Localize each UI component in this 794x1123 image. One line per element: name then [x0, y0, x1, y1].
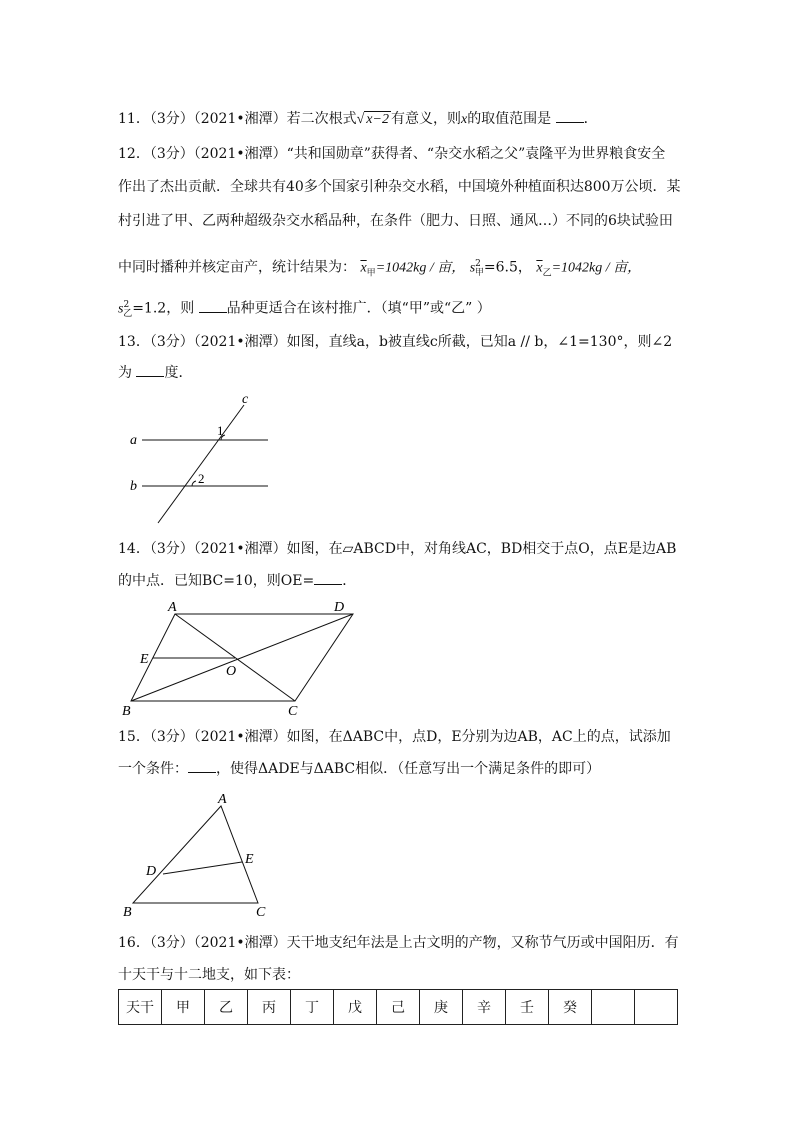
question-12-line3: 村引进了甲、乙两种超级杂交水稻品种，在条件（肥力、日照、通风…）不同的6块试验田: [118, 213, 673, 229]
question-12-line5: $s^2_乙=1.2$，则 品种更适合在该村推广．（填“甲”或“乙” ）: [118, 300, 491, 320]
label-c: c: [242, 393, 249, 407]
q13-line2-a: 为: [118, 365, 132, 381]
q14-line2-b: ．: [342, 573, 357, 589]
q14-line2-a: 的中点．已知BC=10，则OE=: [118, 573, 315, 589]
label-1: 1: [217, 423, 224, 438]
question-16-line2: 十天干与十二地支，如下表：: [118, 967, 300, 983]
q12-line4-text: 中同时播种并核定亩产，统计结果为：: [118, 259, 356, 276]
question-11: [118, 110, 678, 129]
s2-b-value: =1.2，则: [132, 300, 195, 317]
q11-suffix: 有意义，则: [390, 111, 461, 127]
label-A: A: [218, 792, 227, 807]
answer-blank: [136, 364, 164, 377]
label-D: D: [146, 864, 157, 879]
question-15-line1: 15．（3分）（2021•湘潭）如图，在ΔABC中，点D，E分别为边AB，AC上的点，试添加: [118, 729, 671, 745]
label-b: b: [130, 479, 137, 494]
angle-2-arc: [192, 481, 196, 486]
table-cell: 庚: [420, 990, 463, 1025]
table-cell: 天干: [119, 990, 162, 1025]
q11-var: x: [460, 112, 468, 127]
sqrt-expression: √ x−2: [356, 112, 389, 127]
s2-a-value: =6.5，: [483, 259, 532, 276]
table-cell: 壬: [506, 990, 549, 1025]
table-row: [119, 990, 678, 1025]
table-cell: 丁: [291, 990, 334, 1025]
table-cell: [635, 990, 678, 1025]
table-cell: 癸: [549, 990, 592, 1025]
answer-blank: [556, 110, 584, 123]
tiangan-table: [118, 989, 678, 1025]
answer-blank: [199, 300, 227, 313]
label-C: C: [288, 704, 298, 719]
label-B: B: [122, 704, 131, 719]
figure-parallelogram: [118, 598, 358, 720]
label-2: 2: [198, 471, 205, 486]
s2-b-sub: 乙: [123, 309, 133, 320]
label-B: B: [123, 905, 132, 920]
question-12-line4: 中同时播种并核定亩产，统计结果为： $\overline{x}_甲=1042kg$ / 亩， $s^2_甲=6.5$， $\overline{x}_乙=1042kg$ / 亩，: [118, 259, 642, 279]
question-14-line2: [118, 572, 678, 590]
q13-line2-b: 度．: [164, 365, 193, 381]
question-13-line2: [118, 364, 678, 382]
xbar-b-value: =1042kg / 亩，: [551, 260, 642, 276]
radicand: x−2: [366, 112, 389, 127]
q15-line2-b: ，使得ΔADE与ΔABC相似．（任意写出一个满足条件的即可）: [216, 761, 601, 777]
xbar-b: $\overline{x}$: [536, 260, 543, 276]
label-C: C: [256, 905, 266, 920]
figure-triangle: [118, 790, 278, 920]
label-E: E: [140, 652, 149, 667]
table-cell: 乙: [205, 990, 248, 1025]
table-cell: 戊: [334, 990, 377, 1025]
question-13-line1: 13．（3分）（2021•湘潭）如图，直线a，b被直线c所截，已知a // b，∠1=130°，则∠2: [118, 334, 673, 350]
xbar-a-value: =1042kg / 亩，: [375, 260, 466, 276]
line-c: [158, 405, 244, 523]
label-a: a: [130, 433, 137, 448]
question-12-line1: 12．（3分）（2021•湘潭）“共和国勋章”获得者、“杂交水稻之父”袁隆平为世界粮食安全: [118, 146, 666, 162]
answer-blank: [188, 760, 216, 773]
xbar-a-sub: 甲: [366, 268, 376, 279]
label-D: D: [334, 600, 345, 615]
question-16-line1: 16．（3分）（2021•湘潭）天干地支纪年法是上古文明的产物，又称节气历或中国阳历．有: [118, 935, 679, 951]
segment-de: [163, 862, 242, 874]
label-A: A: [168, 600, 177, 615]
q12-line5-rest: 品种更适合在该村推广．（填“甲”或“乙” ）: [226, 300, 491, 317]
question-12-line2: 作出了杰出贡献．全球共有40多个国家引种杂交水稻，中国境外种植面积达800万公顷．某: [118, 179, 681, 195]
table-cell: 甲: [162, 990, 205, 1025]
xbar-b-sub: 乙: [542, 268, 552, 279]
q11-end: ．: [583, 111, 598, 127]
table-cell: [592, 990, 635, 1025]
question-14-line1: 14．（3分）（2021•湘潭）如图，在▱ABCD中，对角线AC，BD相交于点O，点E是边AB: [118, 541, 677, 557]
table-cell: 己: [377, 990, 420, 1025]
table-cell: 丙: [248, 990, 291, 1025]
q15-line2-a: 一个条件：: [118, 761, 188, 777]
q11-suffix2: 的取值范围是: [467, 111, 552, 127]
xbar-a: $\overline{x}$: [360, 260, 367, 276]
table-cell: 辛: [463, 990, 506, 1025]
triangle-abc: [133, 806, 258, 903]
s2-a-sub: 甲: [474, 268, 484, 279]
q11-prefix: 11．（3分）（2021•湘潭）若二次根式: [118, 111, 357, 127]
question-15-line2: [118, 760, 678, 778]
figure-parallel-lines: [120, 393, 290, 528]
label-E: E: [245, 852, 254, 867]
label-O: O: [226, 664, 237, 679]
answer-blank: [314, 572, 342, 585]
